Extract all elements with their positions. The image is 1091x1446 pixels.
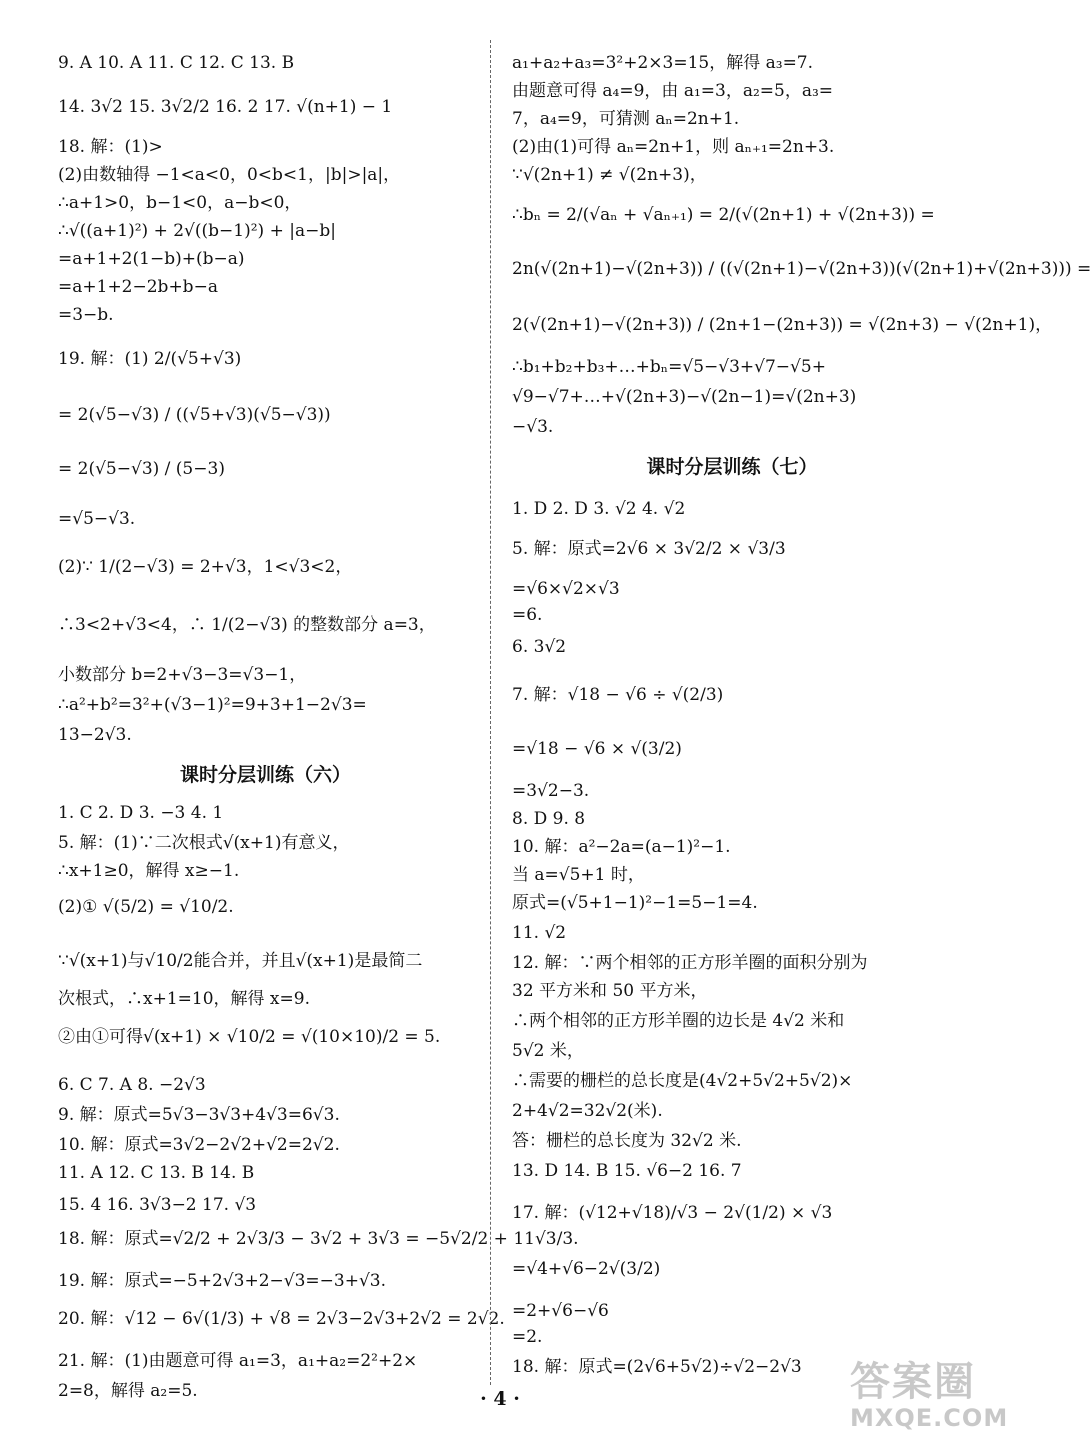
- answer-line: (2)由(1)可得 aₙ=2n+1，则 aₙ₊₁=2n+3.: [512, 137, 835, 157]
- answer-line: 1. D 2. D 3. √2 4. √2: [512, 499, 686, 519]
- answer-line: ∴b₁+b₂+b₃+…+bₙ=√5−√3+√7−√5+: [512, 357, 826, 377]
- answer-line: 11. √2: [512, 923, 567, 943]
- answer-line: ∴x+1≥0，解得 x≥−1.: [58, 861, 240, 881]
- answer-line: ∵√(x+1)与√10/2能合并，并且√(x+1)是最简二: [58, 951, 423, 971]
- answer-line: a₁+a₂+a₃=3²+2×3=15，解得 a₃=7.: [512, 53, 814, 73]
- section-heading: 课时分层训练（七）: [646, 456, 818, 478]
- answer-line: 13−2√3.: [58, 725, 132, 745]
- answer-line: −√3.: [512, 417, 554, 437]
- answer-line: 11. A 12. C 13. B 14. B: [58, 1163, 255, 1183]
- answer-line: 当 a=√5+1 时，: [512, 865, 645, 885]
- answer-line: = 2(√5−√3) / ((√5+√3)(√5−√3)): [58, 405, 331, 425]
- answer-line: = 2(√5−√3) / (5−3): [58, 459, 225, 479]
- answer-line: 15. 4 16. 3√3−2 17. √3: [58, 1195, 257, 1215]
- answer-line: 10. 解：a²−2a=(a−1)²−1.: [512, 837, 731, 857]
- answer-line: ∴两个相邻的正方形羊圈的边长是 4√2 米和: [512, 1011, 845, 1031]
- answer-line: 6. 3√2: [512, 637, 567, 657]
- answer-line: 7，a₄=9，可猜测 aₙ=2n+1.: [512, 109, 740, 129]
- answer-line: =6.: [512, 605, 543, 625]
- answer-line: =2.: [512, 1327, 543, 1347]
- answer-line: 2(√(2n+1)−√(2n+3)) / (2n+1−(2n+3)) = √(2n+3) − √(2n+1)，: [512, 315, 1053, 335]
- answer-line: =3√2−3.: [512, 781, 590, 801]
- answer-line: 6. C 7. A 8. −2√3: [58, 1075, 206, 1095]
- answer-line: 10. 解：原式=3√2−2√2+√2=2√2.: [58, 1135, 340, 1155]
- answer-line: 19. 解：原式=−5+2√3+2−√3=−3+√3.: [58, 1271, 387, 1291]
- answer-line: 21. 解：(1)由题意可得 a₁=3，a₁+a₂=2²+2×: [58, 1351, 418, 1371]
- column-divider: [490, 40, 491, 1385]
- answer-line: 2+4√2=32√2(米).: [512, 1101, 663, 1121]
- answer-line: 7. 解：√18 − √6 ÷ √(2/3): [512, 685, 724, 705]
- answer-line: (2)∵ 1/(2−√3) = 2+√3，1<√3<2，: [58, 557, 353, 577]
- page-number: · 4 ·: [480, 1388, 520, 1410]
- answer-line: 5√2 米，: [512, 1041, 584, 1061]
- answer-line: 12. 解：∵两个相邻的正方形羊圈的面积分别为: [512, 953, 868, 973]
- answer-line: 2n(√(2n+1)−√(2n+3)) / ((√(2n+1)−√(2n+3))(√(2n+1)+√(2n+3))) =: [512, 259, 1091, 279]
- section-heading: 课时分层训练（六）: [179, 764, 351, 786]
- answer-line: 2=8，解得 a₂=5.: [58, 1381, 198, 1401]
- answer-line: 8. D 9. 8: [512, 809, 586, 829]
- answer-line: ②由①可得√(x+1) × √10/2 = √(10×10)/2 = 5.: [58, 1027, 441, 1047]
- answer-line: ∴√((a+1)²) + 2√((b−1)²) + |a−b|: [58, 221, 336, 241]
- answer-line: 原式=(√5+1−1)²−1=5−1=4.: [512, 893, 758, 913]
- answer-line: =√18 − √6 × √(3/2): [512, 739, 682, 759]
- answer-line: =a+1+2−2b+b−a: [58, 277, 218, 297]
- answer-line: 答：栅栏的总长度为 32√2 米.: [512, 1131, 742, 1151]
- answer-line: 13. D 14. B 15. √6−2 16. 7: [512, 1161, 742, 1181]
- watermark-logo: [850, 1359, 1009, 1440]
- watermark-url: MXQE.COM: [850, 1404, 1009, 1432]
- answer-line: =√5−√3.: [58, 509, 136, 529]
- answer-line: 5. 解：(1)∵二次根式√(x+1)有意义，: [58, 833, 350, 853]
- answer-line: 5. 解：原式=2√6 × 3√2/2 × √3/3: [512, 539, 786, 559]
- answer-line: =2+√6−√6: [512, 1301, 609, 1321]
- answer-line: ∴bₙ = 2/(√aₙ + √aₙ₊₁) = 2/(√(2n+1) + √(2n+3)) =: [512, 205, 935, 225]
- answer-line: =3−b.: [58, 305, 114, 325]
- answer-line: 18. 解：原式=(2√6+5√2)÷√2−2√3: [512, 1357, 802, 1377]
- watermark-text: 答案圈: [850, 1359, 976, 1405]
- answer-line: =√4+√6−2√(3/2): [512, 1259, 661, 1279]
- answer-line: (2)① √(5/2) = √10/2.: [58, 897, 234, 917]
- answer-line: 次根式，∴x+1=10，解得 x=9.: [58, 989, 310, 1009]
- answer-line: 32 平方米和 50 平方米，: [512, 981, 708, 1001]
- answer-line: ∴需要的栅栏的总长度是(4√2+5√2+5√2)×: [512, 1071, 853, 1091]
- answer-line: ∴a²+b²=3²+(√3−1)²=9+3+1−2√3=: [58, 695, 367, 715]
- answer-line: 20. 解：√12 − 6√(1/3) + √8 = 2√3−2√3+2√2 = 2√2.: [58, 1309, 505, 1329]
- answer-line: 9. A 10. A 11. C 12. C 13. B: [58, 53, 295, 73]
- answer-line: 9. 解：原式=5√3−3√3+4√3=6√3.: [58, 1105, 340, 1125]
- answer-line: 1. C 2. D 3. −3 4. 1: [58, 803, 224, 823]
- answer-line: ∴3<2+√3<4，∴ 1/(2−√3) 的整数部分 a=3，: [58, 615, 436, 635]
- answer-line: √9−√7+…+√(2n+3)−√(2n−1)=√(2n+3): [512, 387, 857, 407]
- answer-line: ∴a+1>0，b−1<0，a−b<0，: [58, 193, 302, 213]
- answer-line: 14. 3√2 15. 3√2/2 16. 2 17. √(n+1) − 1: [58, 97, 393, 117]
- answer-line: =√6×√2×√3: [512, 579, 620, 599]
- answer-line: 18. 解：原式=√2/2 + 2√3/3 − 3√2 + 3√3 = −5√2/2 + 11√3/3.: [58, 1229, 579, 1249]
- answer-line: ∵√(2n+1) ≠ √(2n+3)，: [512, 165, 707, 185]
- answer-line: 由题意可得 a₄=9，由 a₁=3，a₂=5，a₃=: [512, 81, 834, 101]
- answer-line: =a+1+2(1−b)+(b−a): [58, 249, 245, 269]
- answer-line: 18. 解：(1)>: [58, 137, 163, 157]
- answer-line: 19. 解：(1) 2/(√5+√3): [58, 349, 242, 369]
- answer-line: (2)由数轴得 −1<a<0，0<b<1，|b|>|a|，: [58, 165, 401, 185]
- answer-line: 17. 解：(√12+√18)/√3 − 2√(1/2) × √3: [512, 1203, 833, 1223]
- answer-line: 小数部分 b=2+√3−3=√3−1，: [58, 665, 307, 685]
